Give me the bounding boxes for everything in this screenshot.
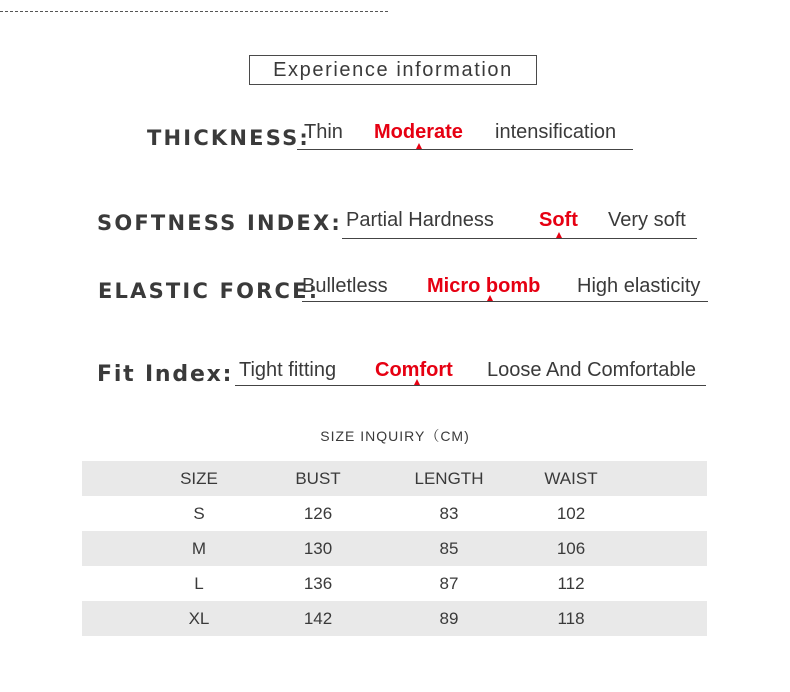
fit-option-loose-and-comfortable: Loose And Comfortable	[487, 359, 697, 381]
cell-size: L	[194, 574, 204, 593]
table-row	[82, 566, 707, 601]
elastic-scale-line	[302, 301, 708, 302]
thickness-marker-icon	[416, 143, 422, 149]
size-table	[82, 461, 707, 636]
cell-length: 85	[439, 539, 459, 558]
table-row	[82, 496, 707, 531]
header-size: SIZE	[180, 469, 218, 488]
elastic-option-high-elasticity: High elasticity	[577, 275, 701, 297]
cell-size: M	[191, 539, 207, 558]
table-row	[82, 601, 707, 636]
cell-length: 89	[439, 609, 459, 628]
cell-waist: 102	[556, 504, 586, 523]
cell-length: 83	[439, 504, 459, 523]
cell-bust: 126	[303, 504, 333, 523]
cell-waist: 106	[556, 539, 586, 558]
softness-option-partial-hardness: Partial Hardness	[346, 209, 494, 231]
elastic-marker-icon	[487, 295, 493, 301]
cell-length: 87	[439, 574, 459, 593]
cell-waist: 112	[557, 574, 585, 593]
elastic-option-micro-bomb: Micro bomb	[427, 275, 541, 297]
section-title: Experience information	[249, 55, 537, 85]
header-length: LENGTH	[414, 469, 484, 488]
thickness-scale-line	[297, 149, 633, 150]
fit-scale-line	[235, 385, 706, 386]
cell-bust: 130	[303, 539, 333, 558]
cell-waist: 118	[557, 609, 585, 628]
table-header-row	[82, 461, 707, 496]
fit-marker-icon	[414, 379, 420, 385]
thickness-option-thin: Thin	[304, 121, 343, 143]
header-waist: WAIST	[544, 469, 598, 488]
elastic-option-bulletless: Bulletless	[302, 275, 388, 297]
top-dashed-divider	[0, 11, 388, 12]
softness-scale-line	[342, 238, 697, 239]
softness-option-soft: Soft	[539, 209, 578, 231]
fit-option-tight-fitting: Tight fitting	[239, 359, 337, 381]
fit-option-comfort: Comfort	[375, 359, 453, 381]
elastic-label: ELASTIC FORCE:	[98, 279, 320, 303]
fit-index-label: Fit Index:	[97, 362, 234, 387]
size-inquiry-title: SIZE INQUIRY（CM)	[320, 428, 470, 444]
softness-label: SOFTNESS INDEX:	[97, 211, 342, 235]
cell-size: XL	[188, 609, 210, 628]
cell-size: S	[193, 504, 205, 523]
header-bust: BUST	[295, 469, 341, 488]
thickness-option-moderate: Moderate	[374, 121, 463, 143]
thickness-option-intensification: intensification	[495, 121, 617, 143]
softness-marker-icon	[556, 232, 562, 238]
table-row	[82, 531, 707, 566]
cell-bust: 142	[303, 609, 333, 628]
thickness-label: THICKNESS:	[147, 126, 311, 150]
softness-option-very-soft: Very soft	[608, 209, 686, 231]
cell-bust: 136	[303, 574, 333, 593]
